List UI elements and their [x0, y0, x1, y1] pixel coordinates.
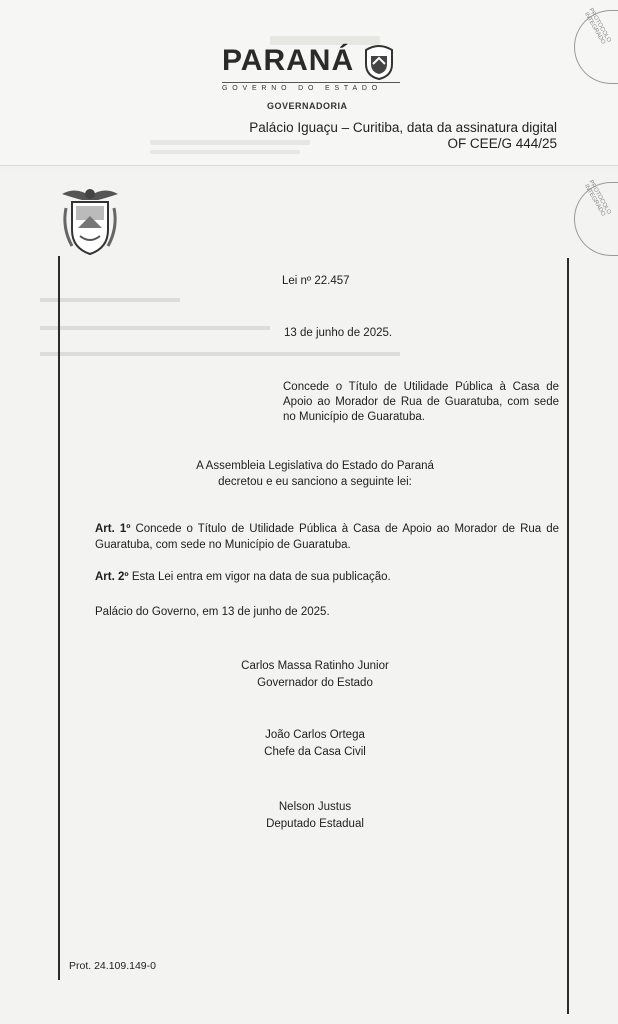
- logo-office: GOVERNADORIA: [267, 101, 348, 111]
- right-border-line: [567, 258, 569, 1014]
- article-1: [95, 521, 559, 553]
- signature-3-title: Deputado Estadual: [266, 818, 364, 830]
- article-1-label: Art. 1º: [95, 523, 131, 535]
- signature-3-name: Nelson Justus: [278, 801, 352, 813]
- bleed-through-line: [40, 298, 180, 302]
- logo-subtitle: GOVERNO DO ESTADO: [222, 82, 400, 92]
- parana-logo: [222, 44, 422, 114]
- bleed-through-text: [150, 150, 300, 154]
- law-date: 13 de junho de 2025.: [284, 327, 393, 339]
- article-2-label: Art. 2º: [95, 571, 129, 583]
- bleed-through-line: [40, 326, 270, 330]
- stamp-text-2: PROTOCOLO INTEGRADO: [582, 179, 612, 218]
- letterhead-sheet: [0, 0, 618, 166]
- protocol-number: Prot. 24.109.149-0: [69, 960, 156, 972]
- article-2: [95, 571, 391, 583]
- bleed-through-text: [150, 140, 310, 145]
- preamble-line-1: A Assembleia Legislativa do Estado do Paraná: [196, 460, 434, 472]
- signature-1-name: Carlos Massa Ratinho Junior: [241, 660, 389, 672]
- coat-of-arms-icon: [58, 184, 122, 260]
- law-number: Lei nº 22.457: [282, 275, 350, 287]
- article-2-text: Esta Lei entra em vigor na data de sua publicação.: [131, 571, 391, 583]
- article-1-text: Concede o Título de Utilidade Pública à Casa de Apoio ao Morador de Rua de Guaratuba, com sede no Município de Guaratuba.: [95, 523, 559, 551]
- signature-2-title: Chefe da Casa Civil: [264, 746, 366, 758]
- bleed-through-line: [40, 352, 400, 356]
- reference-number: OF CEE/G 444/25: [447, 136, 557, 151]
- law-summary: Concede o Título de Utilidade Pública à Casa de Apoio ao Morador de Rua de Guaratuba, com sede no Município de Guaratuba.: [283, 381, 559, 423]
- closing-line: Palácio do Governo, em 13 de junho de 2025.: [95, 606, 330, 618]
- logo-brand: PARANÁ: [222, 44, 355, 77]
- preamble-line-2: decretou e eu sanciono a seguinte lei:: [218, 476, 412, 488]
- signature-2-name: João Carlos Ortega: [265, 729, 365, 741]
- shield-icon: [362, 44, 396, 80]
- place-date: Palácio Iguaçu – Curitiba, data da assinatura digital: [249, 120, 557, 135]
- stamp-text: PROTOCOLO INTEGRADO: [582, 7, 612, 46]
- left-border-line: [58, 256, 60, 980]
- protocol-stamp: [574, 7, 618, 84]
- signature-1-title: Governador do Estado: [257, 677, 373, 689]
